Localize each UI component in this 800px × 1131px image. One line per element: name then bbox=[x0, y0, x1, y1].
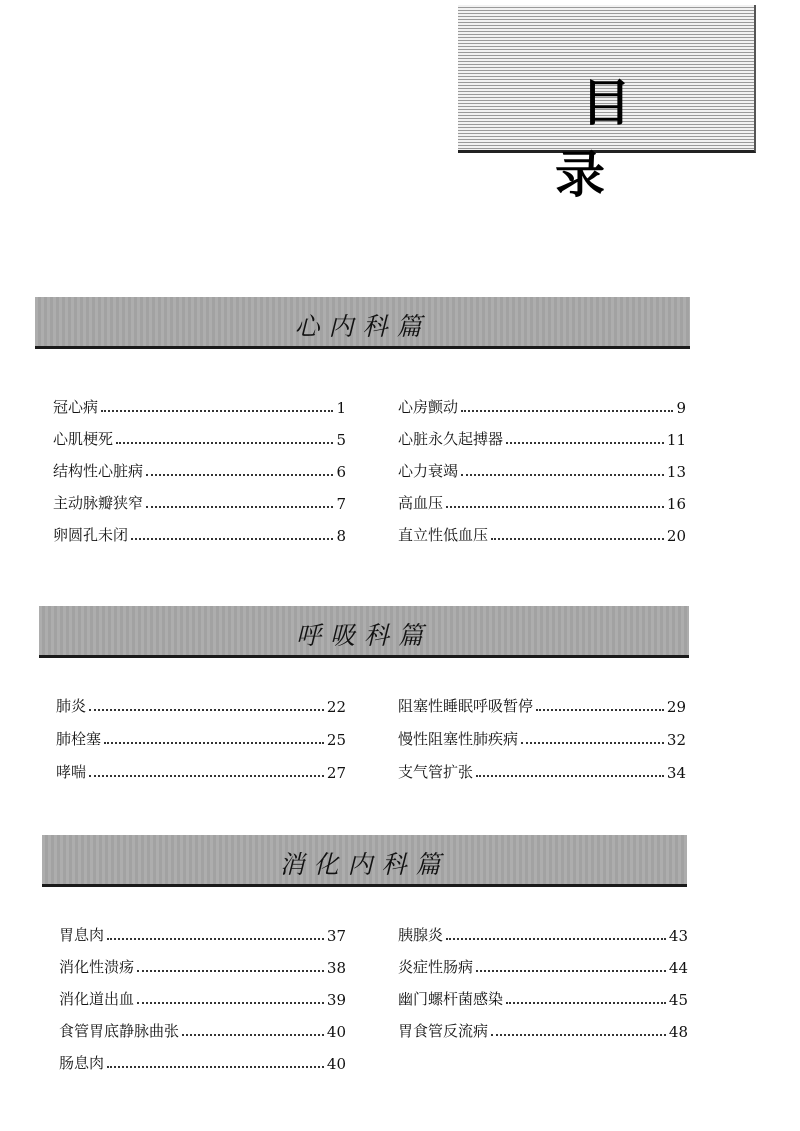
toc-entry-page: 6 bbox=[336, 463, 346, 481]
dot-leader bbox=[137, 1002, 324, 1004]
toc-entry-page: 9 bbox=[676, 399, 686, 417]
title-box bbox=[458, 5, 756, 204]
toc-entry-name: 心力衰竭 bbox=[398, 462, 459, 480]
toc-entry-name: 哮喘 bbox=[56, 763, 87, 781]
page-title: 目 录 bbox=[555, 74, 683, 204]
toc-entry-page: 11 bbox=[666, 431, 686, 449]
toc-entry[interactable] bbox=[53, 393, 346, 417]
toc-entry-name: 胃食管反流病 bbox=[398, 1022, 489, 1040]
dot-leader bbox=[521, 742, 664, 744]
toc-entry[interactable] bbox=[398, 457, 686, 481]
dot-leader bbox=[107, 1066, 324, 1068]
dot-leader bbox=[506, 442, 664, 444]
toc-entry-page: 16 bbox=[666, 495, 686, 513]
toc-entry-name: 肠息肉 bbox=[59, 1054, 105, 1072]
toc-entry[interactable] bbox=[398, 758, 686, 782]
toc-entry-page: 40 bbox=[326, 1023, 346, 1041]
dot-leader bbox=[146, 474, 333, 476]
toc-entry-page: 32 bbox=[666, 731, 686, 749]
toc-entry-name: 支气管扩张 bbox=[398, 763, 474, 781]
section-banner-respiratory bbox=[39, 606, 689, 658]
toc-entry-page: 39 bbox=[326, 991, 346, 1009]
toc-entry-name: 卵圆孔未闭 bbox=[53, 526, 129, 544]
toc-entry-name: 炎症性肠病 bbox=[398, 958, 474, 976]
toc-entry[interactable] bbox=[398, 489, 686, 513]
section-banner-gastroenterology bbox=[42, 835, 687, 887]
dot-leader bbox=[536, 709, 664, 711]
toc-entry[interactable] bbox=[398, 425, 686, 449]
toc-entry-page: 27 bbox=[326, 764, 346, 782]
dot-leader bbox=[491, 1034, 666, 1036]
dot-leader bbox=[107, 938, 324, 940]
toc-entry[interactable] bbox=[53, 457, 346, 481]
toc-entry-page: 40 bbox=[326, 1055, 346, 1073]
toc-entry[interactable] bbox=[59, 1049, 346, 1073]
dot-leader bbox=[89, 709, 324, 711]
toc-entry-page: 37 bbox=[326, 927, 346, 945]
dot-leader bbox=[446, 506, 664, 508]
dot-leader bbox=[491, 538, 664, 540]
dot-leader bbox=[89, 775, 324, 777]
toc-entry-page: 48 bbox=[668, 1023, 688, 1041]
toc-entry[interactable] bbox=[56, 725, 346, 749]
toc-entry-name: 幽门螺杆菌感染 bbox=[398, 990, 504, 1008]
section-title: 消化内科篇 bbox=[279, 850, 450, 879]
toc-entry-page: 25 bbox=[326, 731, 346, 749]
toc-entry-page: 8 bbox=[336, 527, 346, 545]
toc-entry-page: 38 bbox=[326, 959, 346, 977]
toc-entry[interactable] bbox=[53, 521, 346, 545]
toc-entry[interactable] bbox=[56, 758, 346, 782]
dot-leader bbox=[101, 410, 333, 412]
toc-entry[interactable] bbox=[59, 921, 346, 945]
toc-entry-name: 胰腺炎 bbox=[398, 926, 444, 944]
toc-entry-name: 主动脉瓣狭窄 bbox=[53, 494, 144, 512]
section-title: 呼吸科篇 bbox=[295, 621, 432, 650]
toc-entry-name: 消化性溃疡 bbox=[59, 958, 135, 976]
toc-entry-name: 心肌梗死 bbox=[53, 430, 114, 448]
toc-entry[interactable] bbox=[398, 692, 686, 716]
dot-leader bbox=[104, 742, 324, 744]
toc-entry-page: 7 bbox=[336, 495, 346, 513]
toc-entry[interactable] bbox=[59, 1017, 346, 1041]
toc-entry-page: 13 bbox=[666, 463, 686, 481]
toc-entry[interactable] bbox=[398, 985, 688, 1009]
toc-entry-page: 34 bbox=[666, 764, 686, 782]
toc-entry-name: 消化道出血 bbox=[59, 990, 135, 1008]
toc-entry-page: 1 bbox=[336, 399, 346, 417]
toc-entry-page: 22 bbox=[326, 698, 346, 716]
toc-entry-name: 高血压 bbox=[398, 494, 444, 512]
toc-entry-page: 5 bbox=[336, 431, 346, 449]
toc-entry[interactable] bbox=[398, 953, 688, 977]
dot-leader bbox=[461, 410, 673, 412]
toc-entry-page: 43 bbox=[668, 927, 688, 945]
dot-leader bbox=[182, 1034, 324, 1036]
toc-entry[interactable] bbox=[398, 393, 686, 417]
dot-leader bbox=[116, 442, 333, 444]
toc-entry-name: 阻塞性睡眠呼吸暂停 bbox=[398, 697, 534, 715]
dot-leader bbox=[461, 474, 664, 476]
toc-entry-name: 食管胃底静脉曲张 bbox=[59, 1022, 180, 1040]
dot-leader bbox=[137, 970, 324, 972]
toc-entry-page: 44 bbox=[668, 959, 688, 977]
toc-entry[interactable] bbox=[398, 725, 686, 749]
toc-entry-name: 慢性阻塞性肺疾病 bbox=[398, 730, 519, 748]
toc-entry[interactable] bbox=[398, 1017, 688, 1041]
toc-entry[interactable] bbox=[53, 425, 346, 449]
toc-entry-name: 心脏永久起搏器 bbox=[398, 430, 504, 448]
toc-entry-page: 45 bbox=[668, 991, 688, 1009]
dot-leader bbox=[446, 938, 666, 940]
toc-entry-name: 冠心病 bbox=[53, 398, 99, 416]
toc-entry[interactable] bbox=[53, 489, 346, 513]
dot-leader bbox=[131, 538, 333, 540]
toc-entry-name: 胃息肉 bbox=[59, 926, 105, 944]
dot-leader bbox=[146, 506, 333, 508]
toc-entry[interactable] bbox=[398, 921, 688, 945]
toc-entry[interactable] bbox=[59, 953, 346, 977]
toc-entry[interactable] bbox=[56, 692, 346, 716]
toc-entry-name: 心房颤动 bbox=[398, 398, 459, 416]
toc-entry-name: 结构性心脏病 bbox=[53, 462, 144, 480]
dot-leader bbox=[476, 970, 666, 972]
toc-entry-name: 直立性低血压 bbox=[398, 526, 489, 544]
toc-entry-name: 肺栓塞 bbox=[56, 730, 102, 748]
toc-entry-page: 20 bbox=[666, 527, 686, 545]
dot-leader bbox=[476, 775, 664, 777]
toc-entry[interactable] bbox=[398, 521, 686, 545]
section-title: 心内科篇 bbox=[294, 312, 431, 341]
dot-leader bbox=[506, 1002, 666, 1004]
toc-entry-page: 29 bbox=[666, 698, 686, 716]
section-banner-cardiology bbox=[35, 297, 690, 349]
toc-entry-name: 肺炎 bbox=[56, 697, 87, 715]
toc-entry[interactable] bbox=[59, 985, 346, 1009]
